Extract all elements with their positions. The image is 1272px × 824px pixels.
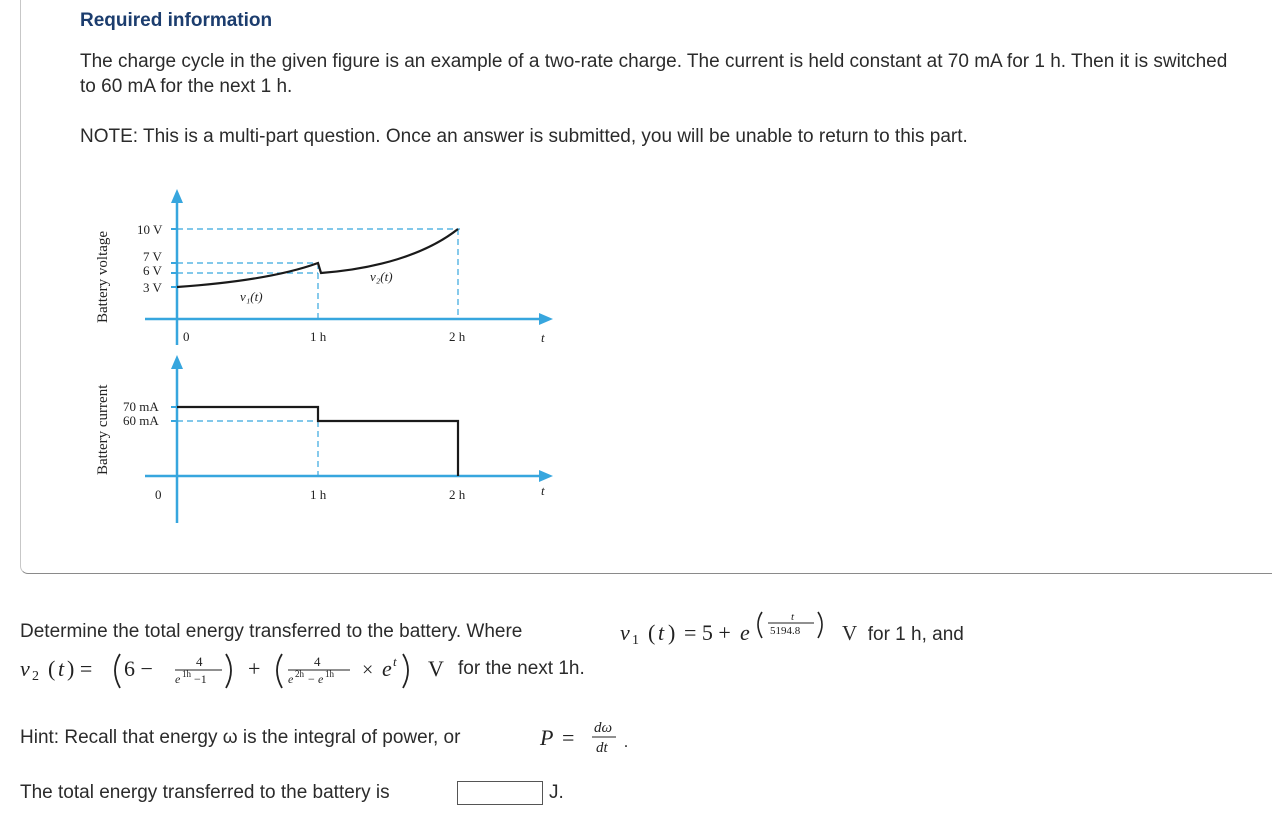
- svg-text:1h: 1h: [182, 669, 191, 679]
- answer-unit: J.: [549, 782, 564, 803]
- svg-text:V: V: [428, 656, 444, 681]
- section-title: Required information: [80, 10, 273, 31]
- svg-text:1h: 1h: [325, 669, 334, 679]
- svg-text:e: e: [288, 672, 294, 686]
- svg-text:(: (: [648, 620, 656, 645]
- svg-text:.: .: [624, 734, 628, 751]
- svg-text:dω: dω: [594, 720, 613, 736]
- svg-text:t: t: [658, 620, 665, 645]
- tick-10v: 10 V: [137, 222, 163, 237]
- hint-line: [20, 727, 460, 749]
- answer-line: [20, 782, 390, 804]
- svg-text:2h: 2h: [295, 669, 304, 679]
- tick-2h-bottom: 2 h: [449, 487, 466, 502]
- svg-text:P: P: [540, 725, 554, 750]
- svg-text:×: ×: [362, 659, 374, 681]
- tick-0-top: 0: [183, 329, 190, 344]
- v2-frac2-num: 4: [314, 654, 321, 669]
- tick-6v: 6 V: [143, 263, 162, 278]
- v1-formula: [618, 598, 850, 648]
- hint-formula: [536, 712, 636, 758]
- charge-cycle-figure: [85, 185, 565, 530]
- multi-part-note: NOTE: This is a multi-part question. Once an answer is submitted, you will be unable to return to this part.: [80, 126, 968, 147]
- tick-3v: 3 V: [143, 280, 162, 295]
- svg-text:v: v: [20, 656, 30, 681]
- svg-text:2: 2: [32, 669, 39, 684]
- energy-answer-input[interactable]: [457, 781, 543, 805]
- hint-text: Hint: Recall that energy ω is the integral of power, or: [20, 727, 461, 748]
- svg-text:dt: dt: [596, 740, 608, 756]
- battery-current-label: Battery current: [95, 384, 111, 475]
- svg-text:t: t: [393, 654, 397, 669]
- svg-text:=: =: [562, 725, 575, 750]
- voltage-chart: [137, 189, 553, 345]
- svg-text:v: v: [620, 620, 630, 645]
- current-chart: [123, 355, 553, 523]
- svg-text:t: t: [58, 656, 65, 681]
- svg-text:−: −: [308, 672, 315, 686]
- question-prefix: Determine the total energy transferred to the battery. Where: [20, 621, 523, 642]
- v2-frac1-num: 4: [196, 654, 203, 669]
- question-line-1: [20, 621, 522, 643]
- svg-text:−1: −1: [194, 672, 207, 686]
- tick-0-bottom: 0: [155, 487, 162, 502]
- svg-text:+: +: [248, 656, 261, 681]
- battery-voltage-label: Battery voltage: [95, 230, 111, 323]
- t-label-bottom: t: [541, 483, 545, 498]
- t-label-top: t: [541, 330, 545, 345]
- svg-text:e: e: [318, 672, 324, 686]
- svg-text:= 5 +: = 5 +: [684, 620, 731, 645]
- v2-label: v₂(t): [370, 269, 393, 284]
- answer-prompt: The total energy transferred to the battery is: [20, 782, 390, 803]
- intro-paragraph: The charge cycle in the given figure is an example of a two-rate charge. The current is held constant at 70 mA for 1 h. Then it is switched to 60 mA for the next 1 h.: [80, 51, 1228, 97]
- svg-text:6 −: 6 −: [124, 656, 153, 681]
- v1-exp-num: t: [791, 611, 795, 623]
- svg-text:) =: ) =: [67, 656, 93, 681]
- tick-1h-top: 1 h: [310, 329, 327, 344]
- v2-formula: [20, 646, 460, 694]
- svg-text:1: 1: [632, 633, 639, 648]
- tick-70ma: 70 mA: [123, 399, 159, 414]
- v2-suffix: for the next 1h.: [458, 658, 585, 679]
- v1-exp-den: 5194.8: [770, 625, 801, 637]
- v1-label: v₁(t): [240, 289, 263, 304]
- tick-60ma: 60 mA: [123, 413, 159, 428]
- v1-suffix: V for 1 h, and: [842, 621, 964, 645]
- tick-7v: 7 V: [143, 249, 162, 264]
- svg-text:e: e: [175, 672, 181, 686]
- svg-text:(: (: [48, 656, 56, 681]
- svg-text:): ): [668, 620, 676, 645]
- svg-text:e: e: [740, 620, 750, 645]
- tick-1h-bottom: 1 h: [310, 487, 327, 502]
- tick-2h-top: 2 h: [449, 329, 466, 344]
- svg-text:e: e: [382, 656, 392, 681]
